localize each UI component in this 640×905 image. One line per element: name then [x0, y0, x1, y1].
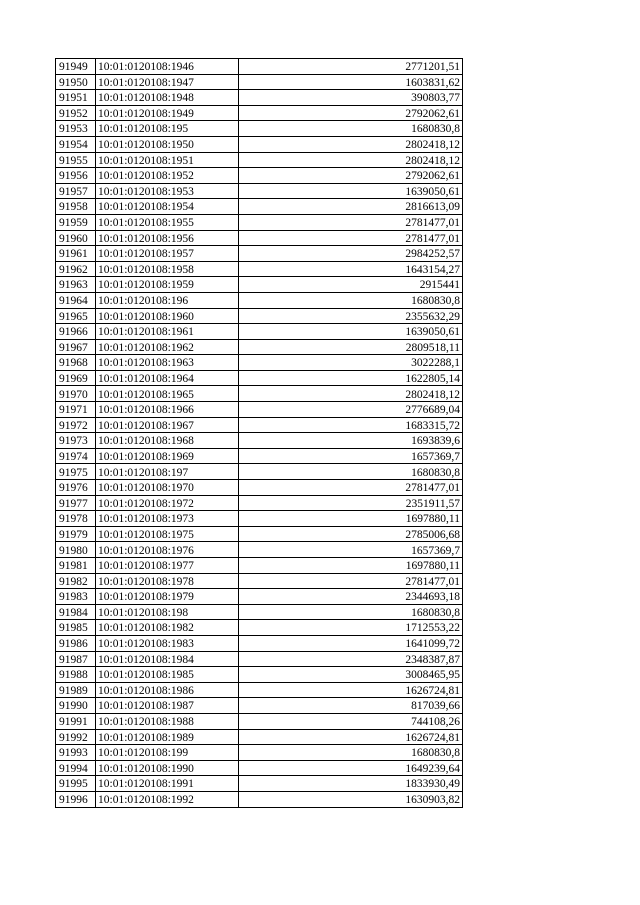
value-cell: 1626724,81	[239, 729, 463, 745]
table-row	[56, 292, 463, 308]
row-number-cell: 91973	[56, 433, 96, 449]
table-row	[56, 526, 463, 542]
row-number-cell: 91994	[56, 760, 96, 776]
cadastral-number-cell: 10:01:0120108:1990	[96, 760, 239, 776]
value-cell: 2816613,09	[239, 199, 463, 215]
value-cell: 1683315,72	[239, 417, 463, 433]
value-cell: 3022288,1	[239, 355, 463, 371]
table-row	[56, 682, 463, 698]
row-number-cell: 91996	[56, 791, 96, 807]
row-number-cell: 91965	[56, 308, 96, 324]
table-row	[56, 745, 463, 761]
value-cell: 2915441	[239, 277, 463, 293]
cadastral-number-cell: 10:01:0120108:1962	[96, 339, 239, 355]
cadastral-number-cell: 10:01:0120108:1968	[96, 433, 239, 449]
cadastral-number-cell: 10:01:0120108:1961	[96, 324, 239, 340]
value-cell: 1833930,49	[239, 776, 463, 792]
value-cell: 1622805,14	[239, 370, 463, 386]
cadastral-number-cell: 10:01:0120108:1984	[96, 651, 239, 667]
row-number-cell: 91993	[56, 745, 96, 761]
row-number-cell: 91962	[56, 261, 96, 277]
cadastral-number-cell: 10:01:0120108:1969	[96, 448, 239, 464]
row-number-cell: 91958	[56, 199, 96, 215]
cadastral-number-cell: 10:01:0120108:1976	[96, 542, 239, 558]
row-number-cell: 91967	[56, 339, 96, 355]
value-cell: 2776689,04	[239, 402, 463, 418]
value-cell: 1649239,64	[239, 760, 463, 776]
table-row	[56, 402, 463, 418]
value-cell: 1680830,8	[239, 292, 463, 308]
table-row	[56, 448, 463, 464]
cadastral-number-cell: 10:01:0120108:1964	[96, 370, 239, 386]
cadastral-number-cell: 10:01:0120108:1967	[96, 417, 239, 433]
table-row	[56, 386, 463, 402]
table-row	[56, 324, 463, 340]
table-row	[56, 59, 463, 75]
table-row	[56, 214, 463, 230]
row-number-cell: 91986	[56, 635, 96, 651]
value-cell: 1680830,8	[239, 464, 463, 480]
row-number-cell: 91989	[56, 682, 96, 698]
value-cell: 817039,66	[239, 698, 463, 714]
cadastral-number-cell: 10:01:0120108:1972	[96, 495, 239, 511]
cadastral-number-cell: 10:01:0120108:198	[96, 604, 239, 620]
row-number-cell: 91961	[56, 246, 96, 262]
data-table	[55, 58, 463, 808]
row-number-cell: 91953	[56, 121, 96, 137]
table-row	[56, 495, 463, 511]
cadastral-number-cell: 10:01:0120108:1965	[96, 386, 239, 402]
value-cell: 2351911,57	[239, 495, 463, 511]
row-number-cell: 91949	[56, 59, 96, 75]
cadastral-number-cell: 10:01:0120108:1958	[96, 261, 239, 277]
cadastral-number-cell: 10:01:0120108:1973	[96, 511, 239, 527]
value-cell: 1603831,62	[239, 74, 463, 90]
row-number-cell: 91988	[56, 667, 96, 683]
table-row	[56, 308, 463, 324]
row-number-cell: 91980	[56, 542, 96, 558]
cadastral-number-cell: 10:01:0120108:1966	[96, 402, 239, 418]
value-cell: 2781477,01	[239, 230, 463, 246]
cadastral-number-cell: 10:01:0120108:1954	[96, 199, 239, 215]
cadastral-number-cell: 10:01:0120108:1946	[96, 59, 239, 75]
row-number-cell: 91960	[56, 230, 96, 246]
table-row	[56, 589, 463, 605]
value-cell: 1680830,8	[239, 745, 463, 761]
table-row	[56, 635, 463, 651]
table-row	[56, 355, 463, 371]
cadastral-number-cell: 10:01:0120108:1986	[96, 682, 239, 698]
row-number-cell: 91964	[56, 292, 96, 308]
value-cell: 1657369,7	[239, 448, 463, 464]
cadastral-number-cell: 10:01:0120108:1970	[96, 480, 239, 496]
table-row	[56, 776, 463, 792]
value-cell: 2344693,18	[239, 589, 463, 605]
cadastral-number-cell: 10:01:0120108:195	[96, 121, 239, 137]
table-row	[56, 136, 463, 152]
value-cell: 2802418,12	[239, 152, 463, 168]
row-number-cell: 91966	[56, 324, 96, 340]
value-cell: 2802418,12	[239, 136, 463, 152]
value-cell: 1657369,7	[239, 542, 463, 558]
row-number-cell: 91976	[56, 480, 96, 496]
table-row	[56, 168, 463, 184]
cadastral-number-cell: 10:01:0120108:1978	[96, 573, 239, 589]
table-row	[56, 417, 463, 433]
row-number-cell: 91974	[56, 448, 96, 464]
table-row	[56, 511, 463, 527]
value-cell: 1639050,61	[239, 324, 463, 340]
value-cell: 1626724,81	[239, 682, 463, 698]
cadastral-number-cell: 10:01:0120108:1952	[96, 168, 239, 184]
table-row	[56, 183, 463, 199]
cadastral-number-cell: 10:01:0120108:1985	[96, 667, 239, 683]
row-number-cell: 91984	[56, 604, 96, 620]
value-cell: 2792062,61	[239, 168, 463, 184]
cadastral-number-cell: 10:01:0120108:1987	[96, 698, 239, 714]
row-number-cell: 91975	[56, 464, 96, 480]
table-row	[56, 199, 463, 215]
table-row	[56, 370, 463, 386]
value-cell: 3008465,95	[239, 667, 463, 683]
table-row	[56, 651, 463, 667]
value-cell: 2781477,01	[239, 573, 463, 589]
cadastral-number-cell: 10:01:0120108:1956	[96, 230, 239, 246]
row-number-cell: 91968	[56, 355, 96, 371]
value-cell: 1643154,27	[239, 261, 463, 277]
table-row	[56, 791, 463, 807]
cadastral-number-cell: 10:01:0120108:197	[96, 464, 239, 480]
cadastral-number-cell: 10:01:0120108:1963	[96, 355, 239, 371]
row-number-cell: 91951	[56, 90, 96, 106]
row-number-cell: 91982	[56, 573, 96, 589]
table-row	[56, 246, 463, 262]
value-cell: 1630903,82	[239, 791, 463, 807]
table-row	[56, 542, 463, 558]
value-cell: 2771201,51	[239, 59, 463, 75]
value-cell: 1680830,8	[239, 121, 463, 137]
value-cell: 744108,26	[239, 713, 463, 729]
value-cell: 1697880,11	[239, 511, 463, 527]
row-number-cell: 91990	[56, 698, 96, 714]
value-cell: 1680830,8	[239, 604, 463, 620]
value-cell: 390803,77	[239, 90, 463, 106]
cadastral-number-cell: 10:01:0120108:1948	[96, 90, 239, 106]
value-cell: 2809518,11	[239, 339, 463, 355]
row-number-cell: 91950	[56, 74, 96, 90]
cadastral-number-cell: 10:01:0120108:1979	[96, 589, 239, 605]
value-cell: 2984252,57	[239, 246, 463, 262]
row-number-cell: 91985	[56, 620, 96, 636]
row-number-cell: 91992	[56, 729, 96, 745]
row-number-cell: 91970	[56, 386, 96, 402]
row-number-cell: 91995	[56, 776, 96, 792]
cadastral-number-cell: 10:01:0120108:1959	[96, 277, 239, 293]
table-row	[56, 105, 463, 121]
table-row	[56, 152, 463, 168]
cadastral-number-cell: 10:01:0120108:1953	[96, 183, 239, 199]
table-row	[56, 760, 463, 776]
value-cell: 1693839,6	[239, 433, 463, 449]
row-number-cell: 91978	[56, 511, 96, 527]
value-cell: 2785006,68	[239, 526, 463, 542]
cadastral-number-cell: 10:01:0120108:1951	[96, 152, 239, 168]
value-cell: 1641099,72	[239, 635, 463, 651]
cadastral-number-cell: 10:01:0120108:1989	[96, 729, 239, 745]
cadastral-number-cell: 10:01:0120108:199	[96, 745, 239, 761]
row-number-cell: 91952	[56, 105, 96, 121]
table-row	[56, 604, 463, 620]
value-cell: 2792062,61	[239, 105, 463, 121]
table-row	[56, 90, 463, 106]
value-cell: 1639050,61	[239, 183, 463, 199]
cadastral-number-cell: 10:01:0120108:1988	[96, 713, 239, 729]
table-row	[56, 277, 463, 293]
cadastral-number-cell: 10:01:0120108:1949	[96, 105, 239, 121]
table-row	[56, 729, 463, 745]
table-row	[56, 261, 463, 277]
cadastral-number-cell: 10:01:0120108:1983	[96, 635, 239, 651]
row-number-cell: 91956	[56, 168, 96, 184]
table-row	[56, 339, 463, 355]
row-number-cell: 91969	[56, 370, 96, 386]
value-cell: 2355632,29	[239, 308, 463, 324]
value-cell: 2781477,01	[239, 214, 463, 230]
row-number-cell: 91957	[56, 183, 96, 199]
row-number-cell: 91959	[56, 214, 96, 230]
table-row	[56, 620, 463, 636]
row-number-cell: 91991	[56, 713, 96, 729]
row-number-cell: 91972	[56, 417, 96, 433]
row-number-cell: 91987	[56, 651, 96, 667]
cadastral-number-cell: 10:01:0120108:1950	[96, 136, 239, 152]
cadastral-number-cell: 10:01:0120108:1955	[96, 214, 239, 230]
row-number-cell: 91963	[56, 277, 96, 293]
cadastral-number-cell: 10:01:0120108:1960	[96, 308, 239, 324]
cadastral-number-cell: 10:01:0120108:1991	[96, 776, 239, 792]
table-row	[56, 480, 463, 496]
table-row	[56, 698, 463, 714]
row-number-cell: 91983	[56, 589, 96, 605]
table-row	[56, 573, 463, 589]
row-number-cell: 91981	[56, 558, 96, 574]
cadastral-number-cell: 10:01:0120108:1957	[96, 246, 239, 262]
value-cell: 1697880,11	[239, 558, 463, 574]
row-number-cell: 91971	[56, 402, 96, 418]
row-number-cell: 91955	[56, 152, 96, 168]
cadastral-number-cell: 10:01:0120108:1982	[96, 620, 239, 636]
table-row	[56, 121, 463, 137]
row-number-cell: 91979	[56, 526, 96, 542]
table-row	[56, 433, 463, 449]
row-number-cell: 91954	[56, 136, 96, 152]
table-row	[56, 713, 463, 729]
table-body	[56, 59, 463, 808]
value-cell: 2348387,87	[239, 651, 463, 667]
table-row	[56, 74, 463, 90]
cadastral-number-cell: 10:01:0120108:1977	[96, 558, 239, 574]
row-number-cell: 91977	[56, 495, 96, 511]
cadastral-number-cell: 10:01:0120108:1975	[96, 526, 239, 542]
value-cell: 2802418,12	[239, 386, 463, 402]
value-cell: 2781477,01	[239, 480, 463, 496]
cadastral-number-cell: 10:01:0120108:1992	[96, 791, 239, 807]
cadastral-number-cell: 10:01:0120108:1947	[96, 74, 239, 90]
table-row	[56, 667, 463, 683]
table-row	[56, 558, 463, 574]
cadastral-number-cell: 10:01:0120108:196	[96, 292, 239, 308]
table-row	[56, 230, 463, 246]
table-row	[56, 464, 463, 480]
value-cell: 1712553,22	[239, 620, 463, 636]
